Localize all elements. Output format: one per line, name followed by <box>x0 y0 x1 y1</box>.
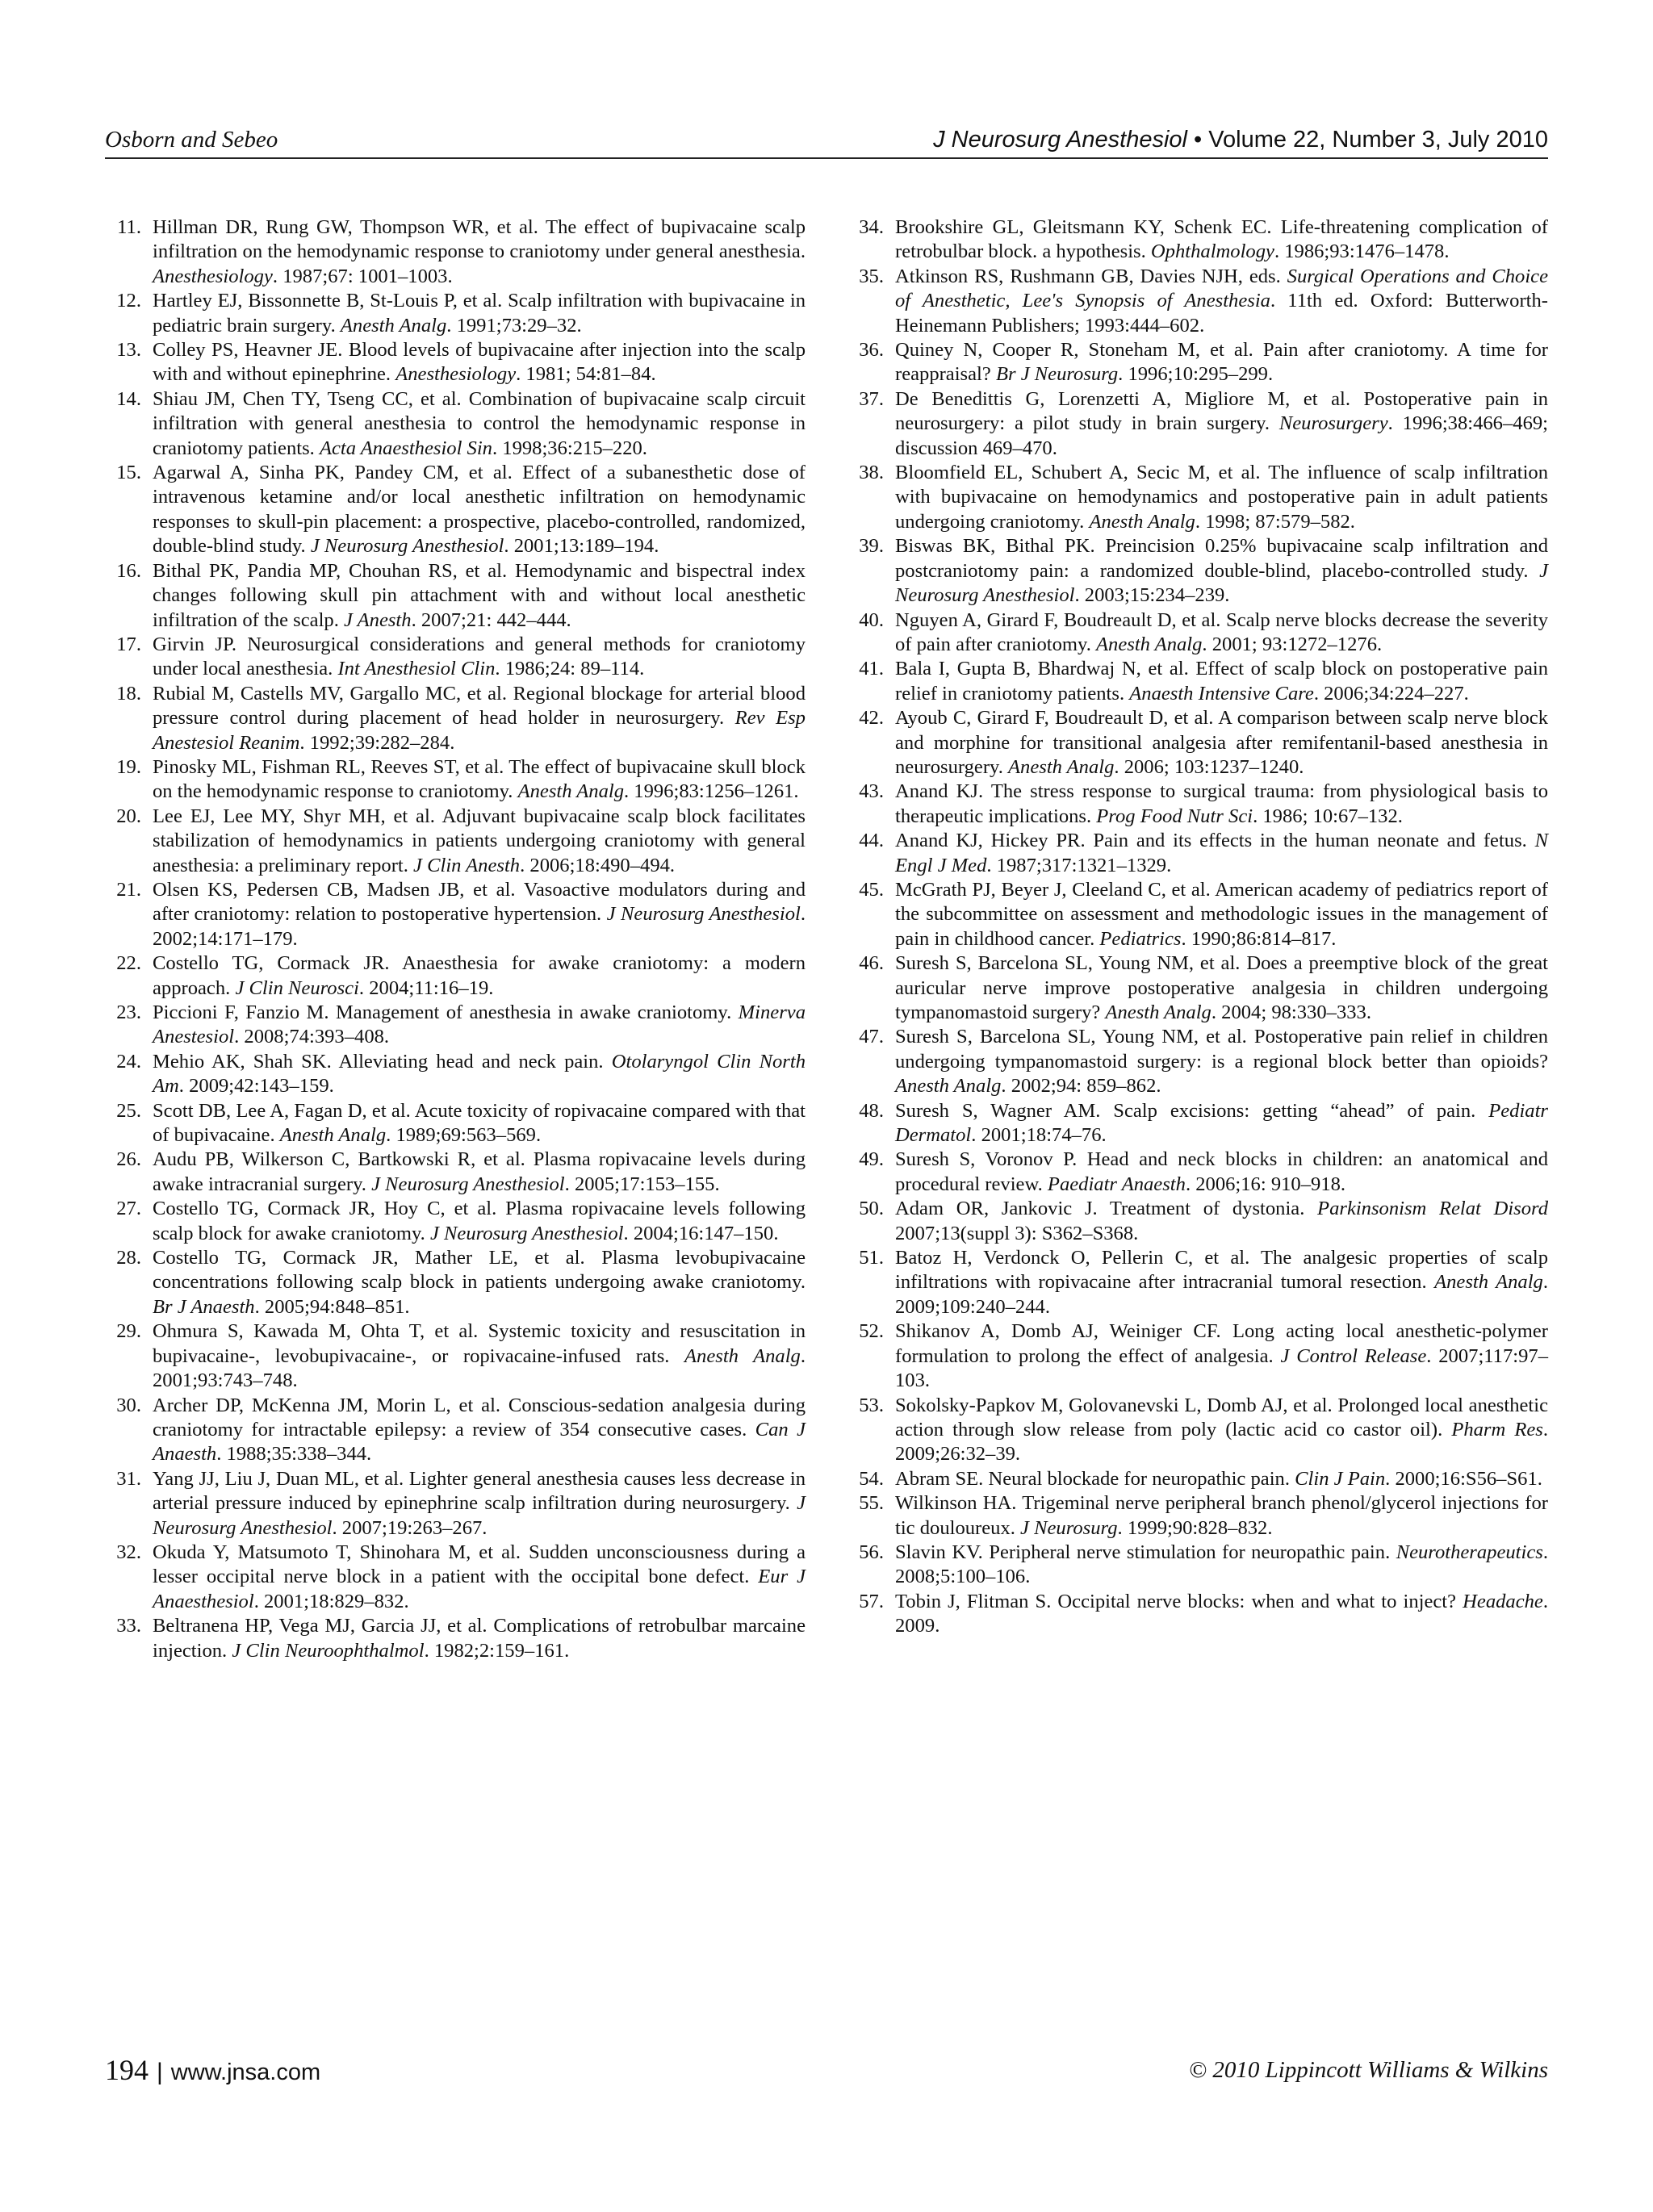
reference-item <box>847 534 1548 608</box>
reference-text <box>153 682 806 755</box>
reference-text <box>895 780 1548 829</box>
reference-number: 47. <box>859 1026 884 1048</box>
reference-item <box>105 1148 806 1197</box>
reference-source-title: Anesth Analg <box>895 1075 1002 1098</box>
reference-item <box>847 780 1548 829</box>
reference-text <box>895 1541 1548 1590</box>
reference-text-segment: Bloomfield EL, Schubert A, Secic M, et al. The influence of scalp infiltration with bupivacaine on hemodynamics and postoperative pain in adult patients undergoing craniotomy. <box>895 462 1548 533</box>
reference-text-segment: . 2001;93:743–748. <box>153 1344 806 1392</box>
reference-text-segment: Suresh S, Wagner AM. Scalp excisions: getting “ahead” of pain. <box>895 1099 1489 1122</box>
reference-text-segment: . 2009;42:143–159. <box>178 1075 334 1098</box>
reference-text-segment: . 2007;21: 442–444. <box>411 608 571 631</box>
reference-number: 33. <box>116 1615 141 1637</box>
reference-item <box>105 805 806 878</box>
reference-text <box>895 265 1548 338</box>
reference-text-segment: Shikanov A, Domb AJ, Weiniger CF. Long acting local anesthetic-polymer formulation to prolong the effect of analgesia. <box>895 1320 1548 1367</box>
reference-text-segment: . 2006;16: 910–918. <box>1185 1173 1346 1195</box>
reference-text-segment: Ohmura S, Kawada M, Ohta T, et al. Systemic toxicity and resuscitation in bupivacaine-, levobupivacaine-, or ropivacaine-infused rats. <box>153 1320 806 1367</box>
reference-number: 15. <box>116 462 141 484</box>
reference-item <box>847 1467 1548 1491</box>
reference-text <box>153 215 806 289</box>
reference-number: 17. <box>116 633 141 655</box>
reference-source-title: Can J Anaesth <box>153 1418 806 1466</box>
reference-text-segment: Quiney N, Cooper R, Stoneham M, et al. Pain after craniotomy. A time for reappraisal? <box>895 339 1548 386</box>
reference-source-title: Ophthalmology <box>1150 240 1274 263</box>
reference-source-title: Anesth Analg <box>517 780 624 803</box>
reference-source-title: J Neurosurg <box>1020 1516 1118 1539</box>
reference-number: 24. <box>116 1050 141 1073</box>
reference-text-segment: . 1981; 54:81–84. <box>516 363 656 386</box>
reference-text-segment: Adam OR, Jankovic J. Treatment of dystonia. <box>895 1198 1318 1220</box>
reference-text-segment: Nguyen A, Girard F, Boudreault D, et al. Scalp nerve blocks decrease the severity of pain after craniotomy. <box>895 608 1548 655</box>
reference-text <box>153 1541 806 1614</box>
reference-source-title: Anesth Analg <box>684 1344 801 1367</box>
reference-source-title: J Clin Neuroophthalmol <box>232 1639 425 1662</box>
reference-text-segment: . 1988;35:338–344. <box>216 1443 372 1466</box>
reference-number: 36. <box>859 339 884 362</box>
copyright-notice: © 2010 Lippincott Williams & Wilkins <box>1189 2056 1548 2083</box>
reference-item <box>847 1394 1548 1467</box>
reference-number: 50. <box>859 1198 884 1220</box>
reference-source-title: J Neurosurg Anesthesiol <box>310 535 504 558</box>
reference-text-segment: Shiau JM, Chen TY, Tseng CC, et al. Combination of bupivacaine scalp circuit infiltration with general anesthesia to control the hemodynamic response in craniotomy patients. <box>153 387 806 459</box>
header-journal-info <box>933 127 1548 153</box>
reference-text-segment: . 2001;18:829–832. <box>253 1590 409 1612</box>
reference-text-segment: Ayoub C, Girard F, Boudreault D, et al. A comparison between scalp nerve block and morphine for transitional analgesia after remifentanil-based anesthesia in neurosurgery. <box>895 707 1548 778</box>
header-rule <box>105 157 1548 159</box>
reference-number: 26. <box>116 1148 141 1171</box>
reference-text-segment: Sokolsky-Papkov M, Golovanevski L, Domb AJ, et al. Prolonged local anesthetic action through slow release from poly (lactic acid co castor oil). <box>895 1394 1548 1441</box>
reference-number: 30. <box>116 1394 141 1416</box>
reference-source-title: Pediatrics <box>1099 927 1182 950</box>
reference-text-segment: . 2004;11:16–19. <box>358 976 494 999</box>
reference-item <box>105 1541 806 1614</box>
reference-number: 53. <box>859 1394 884 1416</box>
reference-source-title: Int Anesthesiol Clin <box>337 658 496 680</box>
reference-text-segment: Piccioni F, Fanzio M. Management of anesthesia in awake craniotomy. <box>153 1001 739 1023</box>
reference-source-title: Anesth Analg <box>1089 510 1195 533</box>
reference-text <box>895 461 1548 534</box>
reference-item <box>105 289 806 338</box>
reference-text-segment: . 1996;10:295–299. <box>1118 363 1274 386</box>
reference-item <box>105 755 806 805</box>
reference-item <box>105 1197 806 1246</box>
reference-item <box>847 878 1548 951</box>
reference-text <box>153 559 806 633</box>
reference-text-segment: Agarwal A, Sinha PK, Pandey CM, et al. Effect of a subanesthetic dose of intravenous ketamine and/or local anesthetic infiltration on hemodynamic responses to skull-pin placement: a prospective, placebo-controlled, randomized, double-blind study. <box>153 462 806 558</box>
reference-source-title: Parkinsonism Relat Disord <box>1317 1198 1548 1220</box>
reference-text <box>895 1394 1548 1467</box>
reference-source-title: Otolaryngol Clin North Am <box>153 1050 806 1098</box>
reference-number: 42. <box>859 707 884 730</box>
reference-text <box>153 387 806 461</box>
reference-text-segment: Costello TG, Cormack JR. Anaesthesia for awake craniotomy: a modern approach. <box>153 952 806 999</box>
reference-text-segment: . 2001; 93:1272–1276. <box>1202 633 1383 655</box>
reference-text <box>153 461 806 559</box>
reference-item <box>105 1050 806 1099</box>
reference-text <box>153 1467 806 1541</box>
reference-number: 35. <box>859 265 884 287</box>
reference-text-segment: . 2009;109:240–244. <box>895 1271 1549 1318</box>
reference-text-segment: Brookshire GL, Gleitsmann KY, Schenk EC. Life-threatening complication of retrobulbar block. a hypothesis. <box>895 216 1548 263</box>
reference-number: 29. <box>116 1320 141 1343</box>
reference-text-segment: 2007;13(suppl 3): S362–S368. <box>895 1222 1139 1244</box>
reference-source-title: Anesthesiology <box>153 265 273 287</box>
reference-text-segment: . 1990;86:814–817. <box>1181 927 1337 950</box>
reference-text-segment: Abram SE. Neural blockade for neuropathic pain. <box>895 1467 1295 1490</box>
reference-text <box>895 1197 1548 1246</box>
reference-item <box>105 951 806 1001</box>
reference-text <box>895 1467 1548 1491</box>
reference-number: 12. <box>116 290 141 312</box>
reference-number: 46. <box>859 952 884 975</box>
reference-text-segment: . 1986;24: 89–114. <box>495 658 645 680</box>
reference-text-segment: . 11th ed. Oxford: Butterworth-Heinemann Publishers; 1993:444–602. <box>895 290 1548 337</box>
footer-separator: | <box>157 2059 163 2085</box>
reference-text <box>895 1099 1548 1148</box>
reference-source-title: J Anesth <box>344 608 412 631</box>
reference-text-segment: Bala I, Gupta B, Bhardwaj N, et al. Effect of scalp block on postoperative pain relief in craniotomy patients. <box>895 658 1548 705</box>
reference-number: 49. <box>859 1148 884 1171</box>
reference-item <box>847 1197 1548 1246</box>
reference-text-segment: De Benedittis G, Lorenzetti A, Migliore M, et al. Postoperative pain in neurosurgery: a pilot study in brain surgery. <box>895 387 1548 435</box>
reference-number: 57. <box>859 1590 884 1612</box>
reference-source-title: Anesth Analg <box>1096 633 1203 655</box>
header-issue: • Volume 22, Number 3, July 2010 <box>1186 127 1548 153</box>
reference-text-segment: Audu PB, Wilkerson C, Bartkowski R, et al. Plasma ropivacaine levels during awake intracranial surgery. <box>153 1148 806 1195</box>
reference-text-segment: Beltranena HP, Vega MJ, Garcia JJ, et al. Complications of retrobulbar marcaine injection. <box>153 1615 806 1662</box>
reference-number: 22. <box>116 952 141 975</box>
reference-number: 28. <box>116 1247 141 1269</box>
reference-text <box>895 387 1548 461</box>
reference-text-segment: Tobin J, Flitman S. Occipital nerve blocks: when and what to inject? <box>895 1590 1463 1612</box>
reference-text-segment: Pinosky ML, Fishman RL, Reeves ST, et al. The effect of bupivacaine skull block on the hemodynamic response to craniotomy. <box>153 755 806 803</box>
reference-text-segment: Okuda Y, Matsumoto T, Shinohara M, et al. Sudden unconsciousness during a lesser occipital nerve block in a patient with the occipital bone defect. <box>153 1541 806 1588</box>
reference-item <box>105 682 806 755</box>
reference-source-title: Br J Neurosurg <box>995 363 1119 386</box>
reference-item <box>105 559 806 633</box>
reference-source-title: Anesth Analg <box>1434 1271 1543 1294</box>
reference-text-segment: Bithal PK, Pandia MP, Chouhan RS, et al. Hemodynamic and bispectral index changes following skull pin attachment with and without local anesthetic infiltration of the scalp. <box>153 559 806 631</box>
reference-text-segment: . 1986; 10:67–132. <box>1253 805 1403 827</box>
reference-text-segment: Colley PS, Heavner JE. Blood levels of bupivacaine after injection into the scalp with and without epinephrine. <box>153 339 806 386</box>
reference-number: 56. <box>859 1541 884 1563</box>
reference-text <box>153 1246 806 1319</box>
reference-source-title: J Neurosurg Anesthesiol <box>895 559 1548 607</box>
reference-source-title: Pediatr Dermatol <box>895 1099 1548 1147</box>
reference-item <box>105 1467 806 1541</box>
reference-text <box>895 215 1548 265</box>
reference-text-segment: Hartley EJ, Bissonnette B, St-Louis P, et al. Scalp infiltration with bupivacaine in pediatric brain surgery. <box>153 290 806 337</box>
running-header <box>105 113 1548 153</box>
reference-number: 44. <box>859 830 884 852</box>
reference-text <box>895 951 1548 1025</box>
reference-item <box>105 338 806 387</box>
reference-number: 14. <box>116 387 141 410</box>
reference-item <box>105 1394 806 1467</box>
reference-item <box>847 1319 1548 1393</box>
reference-number: 39. <box>859 535 884 558</box>
reference-text-segment: Rubial M, Castells MV, Gargallo MC, et al. Regional blockage for arterial blood pressure control during placement of head holder in neurosurgery. <box>153 682 806 730</box>
reference-text-segment: . 1999;90:828–832. <box>1117 1516 1273 1539</box>
reference-number: 34. <box>859 216 884 238</box>
reference-text-segment: . 1992;39:282–284. <box>299 731 455 754</box>
reference-item <box>847 1148 1548 1197</box>
reference-source-title: Anaesth Intensive Care <box>1129 682 1314 705</box>
reference-text-segment: Archer DP, McKenna JM, Morin L, et al. Conscious-sedation analgesia during craniotomy for intractable epilepsy: a review of 354 consecutive cases. <box>153 1394 806 1441</box>
reference-text-segment: . 2008;74:393–408. <box>234 1026 390 1048</box>
reference-text <box>153 1001 806 1050</box>
reference-number: 48. <box>859 1099 884 1122</box>
reference-number: 37. <box>859 387 884 410</box>
reference-text <box>895 829 1548 878</box>
reference-text <box>895 1590 1548 1639</box>
page-number: 194 <box>105 2054 149 2086</box>
reference-number: 43. <box>859 780 884 803</box>
reference-source-title: Pharm Res <box>1451 1418 1543 1441</box>
reference-text <box>895 1025 1548 1098</box>
reference-text <box>153 1099 806 1148</box>
reference-text-segment: . 2008;5:100–106. <box>895 1541 1548 1588</box>
reference-item <box>847 951 1548 1025</box>
reference-text-segment: . 1998; 87:579–582. <box>1195 510 1355 533</box>
reference-source-title: J Control Release <box>1280 1344 1427 1367</box>
reference-item <box>847 706 1548 780</box>
reference-text-segment: . 2006;34:224–227. <box>1313 682 1469 705</box>
reference-text <box>895 706 1548 780</box>
reference-number: 18. <box>116 682 141 705</box>
reference-item <box>105 1001 806 1050</box>
reference-text-segment: . 1991;73:29–32. <box>446 314 582 337</box>
reference-text <box>153 805 806 878</box>
reference-source-title: Anesth Analg <box>340 314 447 337</box>
reference-source-title: Clin J Pain <box>1295 1467 1386 1490</box>
reference-source-title: Neurosurgery <box>1278 412 1388 435</box>
reference-text-segment: . 2000;16:S56–S61. <box>1385 1467 1542 1490</box>
reference-text-segment: . 2003;15:234–239. <box>1074 584 1230 607</box>
reference-text-segment: Biswas BK, Bithal PK. Preincision 0.25% bupivacaine scalp infiltration and postcraniotomy pain: a randomized double-blind, placebo-controlled study. <box>895 535 1548 582</box>
reference-text-segment: . 2005;17:153–155. <box>564 1173 720 1195</box>
reference-item <box>105 878 806 951</box>
reference-item <box>847 829 1548 878</box>
reference-text <box>153 1148 806 1197</box>
reference-source-title: Anesth Analg <box>1105 1001 1212 1023</box>
reference-text-segment: . 2001;18:74–76. <box>971 1124 1107 1147</box>
reference-text-segment: Anand KJ, Hickey PR. Pain and its effects in the human neonate and fetus. <box>895 830 1535 852</box>
reference-number: 23. <box>116 1001 141 1023</box>
reference-text <box>895 657 1548 706</box>
reference-source-title: Neurotherapeutics <box>1396 1541 1543 1563</box>
reference-text-segment: . 1998;36:215–220. <box>492 437 647 459</box>
reference-item <box>105 461 806 559</box>
reference-text-segment: Atkinson RS, Rushmann GB, Davies NJH, eds. <box>895 265 1287 287</box>
reference-text-segment: Suresh S, Barcelona SL, Young NM, et al. Does a preemptive block of the great auricular nerve improve postoperative analgesia in children undergoing tympanomastoid surgery? <box>895 952 1548 1023</box>
reference-text-segment: Lee EJ, Lee MY, Shyr MH, et al. Adjuvant bupivacaine scalp block facilitates stabilization of hemodynamics in patients undergoing craniotomy with general anesthesia: a preliminary report. <box>153 805 806 876</box>
reference-text <box>153 1319 806 1393</box>
reference-source-title: Anesth Analg <box>279 1124 387 1147</box>
reference-text-segment: . 2006;18:490–494. <box>520 854 676 876</box>
reference-number: 13. <box>116 339 141 362</box>
reference-number: 20. <box>116 805 141 827</box>
reference-source-title: Acta Anaesthesiol Sin <box>319 437 492 459</box>
reference-source-title: Anesth Analg <box>1008 755 1115 778</box>
reference-text-segment: Batoz H, Verdonck O, Pellerin C, et al. The analgesic properties of scalp infiltrations with ropivacaine after intracranial tumoral resection. <box>895 1247 1548 1294</box>
reference-text-segment: McGrath PJ, Beyer J, Cleeland C, et al. American academy of pediatrics report of the subcommittee on assessment and methodologic issues in the management of pain in childhood cancer. <box>895 878 1548 950</box>
reference-item <box>105 1246 806 1319</box>
reference-item <box>105 1614 806 1663</box>
reference-number: 52. <box>859 1320 884 1343</box>
running-footer <box>105 2050 1548 2090</box>
reference-item <box>847 1246 1548 1319</box>
reference-number: 25. <box>116 1099 141 1122</box>
reference-text <box>153 878 806 951</box>
reference-source-title: J Neurosurg Anesthesiol <box>429 1222 624 1244</box>
reference-number: 19. <box>116 755 141 778</box>
reference-text <box>153 951 806 1001</box>
reference-text-segment: . 2009. <box>895 1590 1548 1637</box>
reference-text <box>895 608 1548 658</box>
reference-source-title: Headache <box>1463 1590 1543 1612</box>
reference-text-segment: . 1987;67: 1001–1003. <box>272 265 453 287</box>
reference-text <box>895 878 1548 951</box>
reference-text-segment: . 1982;2:159–161. <box>424 1639 570 1662</box>
reference-item <box>847 608 1548 658</box>
reference-source-title: Anesthesiology <box>395 363 517 386</box>
reference-text-segment: . 1996;83:1256–1261. <box>624 780 799 803</box>
reference-item <box>847 215 1548 265</box>
reference-number: 40. <box>859 608 884 631</box>
reference-text <box>153 338 806 387</box>
reference-item <box>847 1541 1548 1590</box>
header-authors: Osborn and Sebeo <box>105 127 278 153</box>
reference-text <box>153 1050 806 1099</box>
reference-text-segment: Scott DB, Lee A, Fagan D, et al. Acute toxicity of ropivacaine compared with that of bupivacaine. <box>153 1099 806 1147</box>
reference-text-segment: Girvin JP. Neurosurgical considerations and general methods for craniotomy under local anesthesia. <box>153 633 806 680</box>
reference-item <box>847 387 1548 461</box>
reference-text-segment: Suresh S, Voronov P. Head and neck blocks in children: an anatomical and procedural review. <box>895 1148 1548 1195</box>
reference-text <box>153 1394 806 1467</box>
reference-item <box>105 387 806 461</box>
reference-number: 41. <box>859 658 884 680</box>
reference-number: 11. <box>117 216 141 238</box>
reference-source-title: J Clin Anesth <box>413 854 521 876</box>
reference-text-segment: Yang JJ, Liu J, Duan ML, et al. Lighter general anesthesia causes less decrease in arterial pressure induced by epinephrine scalp infiltration during neurosurgery. <box>153 1467 806 1515</box>
reference-item <box>105 633 806 682</box>
reference-source-title: J Neurosurg Anesthesiol <box>371 1173 565 1195</box>
reference-text <box>153 1614 806 1663</box>
references-right-column <box>847 215 1548 1639</box>
reference-number: 27. <box>116 1198 141 1220</box>
reference-text-segment: . 2007;19:263–267. <box>332 1516 488 1539</box>
reference-text <box>895 1148 1548 1197</box>
reference-text-segment: . 1987;317:1321–1329. <box>986 854 1172 876</box>
reference-text <box>895 1319 1548 1393</box>
reference-source-title: J Neurosurg Anesthesiol <box>153 1492 806 1539</box>
reference-text <box>895 534 1548 608</box>
reference-item <box>105 1319 806 1393</box>
reference-text-segment: Wilkinson HA. Trigeminal nerve peripheral branch phenol/glycerol injections for tic douloureux. <box>895 1492 1548 1539</box>
reference-item <box>847 1590 1548 1639</box>
reference-text-segment: Olsen KS, Pedersen CB, Madsen JB, et al. Vasoactive modulators during and after craniotomy: relation to postoperative hypertension. <box>153 878 806 926</box>
reference-number: 21. <box>116 878 141 901</box>
reference-number: 51. <box>859 1247 884 1269</box>
reference-item <box>847 657 1548 706</box>
reference-number: 16. <box>116 559 141 582</box>
reference-text <box>153 289 806 338</box>
reference-number: 38. <box>859 462 884 484</box>
reference-text <box>895 1491 1548 1541</box>
reference-text-segment: Mehio AK, Shah SK. Alleviating head and neck pain. <box>153 1050 612 1073</box>
reference-source-title: Surgical Operations and Choice of Anesthetic, Lee's Synopsis of Anesthesia <box>895 265 1548 312</box>
reference-item <box>105 1099 806 1148</box>
reference-item <box>847 461 1548 534</box>
reference-text-segment: Hillman DR, Rung GW, Thompson WR, et al. The effect of bupivacaine scalp infiltration on the hemodynamic response to craniotomy under general anesthesia. <box>153 216 806 263</box>
reference-text <box>895 1246 1548 1319</box>
reference-text-segment: . 2009;26:32–39. <box>895 1418 1549 1466</box>
reference-text-segment: Slavin KV. Peripheral nerve stimulation for neuropathic pain. <box>895 1541 1396 1563</box>
reference-source-title: Paediatr Anaesth <box>1047 1173 1186 1195</box>
header-journal: J Neurosurg Anesthesiol <box>933 127 1187 153</box>
reference-text-segment: . 2001;13:189–194. <box>504 535 659 558</box>
journal-url-link[interactable]: www.jnsa.com <box>170 2059 321 2085</box>
reference-text-segment: . 1986;93:1476–1478. <box>1274 240 1450 263</box>
reference-text-segment: . 2005;94:848–851. <box>254 1295 410 1318</box>
reference-text-segment: . 2004;16:147–150. <box>623 1222 779 1244</box>
reference-text-segment: Costello TG, Cormack JR, Mather LE, et al. Plasma levobupivacaine concentrations following scalp block in patients undergoing awake craniotomy. <box>153 1247 806 1294</box>
reference-source-title: J Neurosurg Anesthesiol <box>606 903 801 926</box>
reference-source-title: Eur J Anaesthesiol <box>153 1566 806 1612</box>
reference-text <box>153 755 806 805</box>
reference-text-segment: . 2002;14:171–179. <box>153 903 806 950</box>
reference-source-title: N Engl J Med <box>895 830 1548 876</box>
reference-source-title: Minerva Anestesiol <box>153 1001 806 1048</box>
references-left-column <box>105 215 806 1663</box>
reference-source-title: Br J Anaesth <box>153 1295 255 1318</box>
reference-number: 55. <box>859 1492 884 1515</box>
reference-item <box>847 265 1548 338</box>
reference-item <box>847 1099 1548 1148</box>
reference-text <box>153 1197 806 1246</box>
reference-source-title: Rev Esp Anestesiol Reanim <box>153 707 806 754</box>
reference-item <box>847 1491 1548 1541</box>
reference-text-segment: . 1996;38:466–469; discussion 469–470. <box>895 412 1549 459</box>
reference-source-title: J Clin Neurosci <box>235 976 359 999</box>
reference-number: 54. <box>859 1467 884 1490</box>
reference-number: 31. <box>116 1467 141 1490</box>
reference-text <box>895 338 1548 387</box>
reference-text-segment: . 2002;94: 859–862. <box>1001 1075 1161 1098</box>
reference-text-segment: Suresh S, Barcelona SL, Young NM, et al. Postoperative pain relief in children undergoing tympanomastoid surgery: is a regional block better than opioids? <box>895 1026 1548 1073</box>
reference-text-segment: . 2004; 98:330–333. <box>1211 1001 1371 1023</box>
footer-left <box>105 2053 320 2087</box>
reference-text-segment: . 2007;117:97–103. <box>895 1344 1548 1392</box>
reference-text-segment: . 1989;69:563–569. <box>386 1124 542 1147</box>
reference-item <box>105 215 806 289</box>
reference-number: 45. <box>859 878 884 901</box>
reference-number: 32. <box>116 1541 141 1563</box>
reference-text-segment: Anand KJ. The stress response to surgical trauma: from physiological basis to therapeutic implications. <box>895 780 1548 827</box>
reference-text <box>153 633 806 682</box>
reference-item <box>847 338 1548 387</box>
reference-item <box>847 1025 1548 1098</box>
reference-source-title: Prog Food Nutr Sci <box>1096 805 1253 827</box>
reference-text-segment: Costello TG, Cormack JR, Hoy C, et al. Plasma ropivacaine levels following scalp block for awake craniotomy. <box>153 1198 806 1244</box>
reference-text-segment: . 2006; 103:1237–1240. <box>1114 755 1304 778</box>
